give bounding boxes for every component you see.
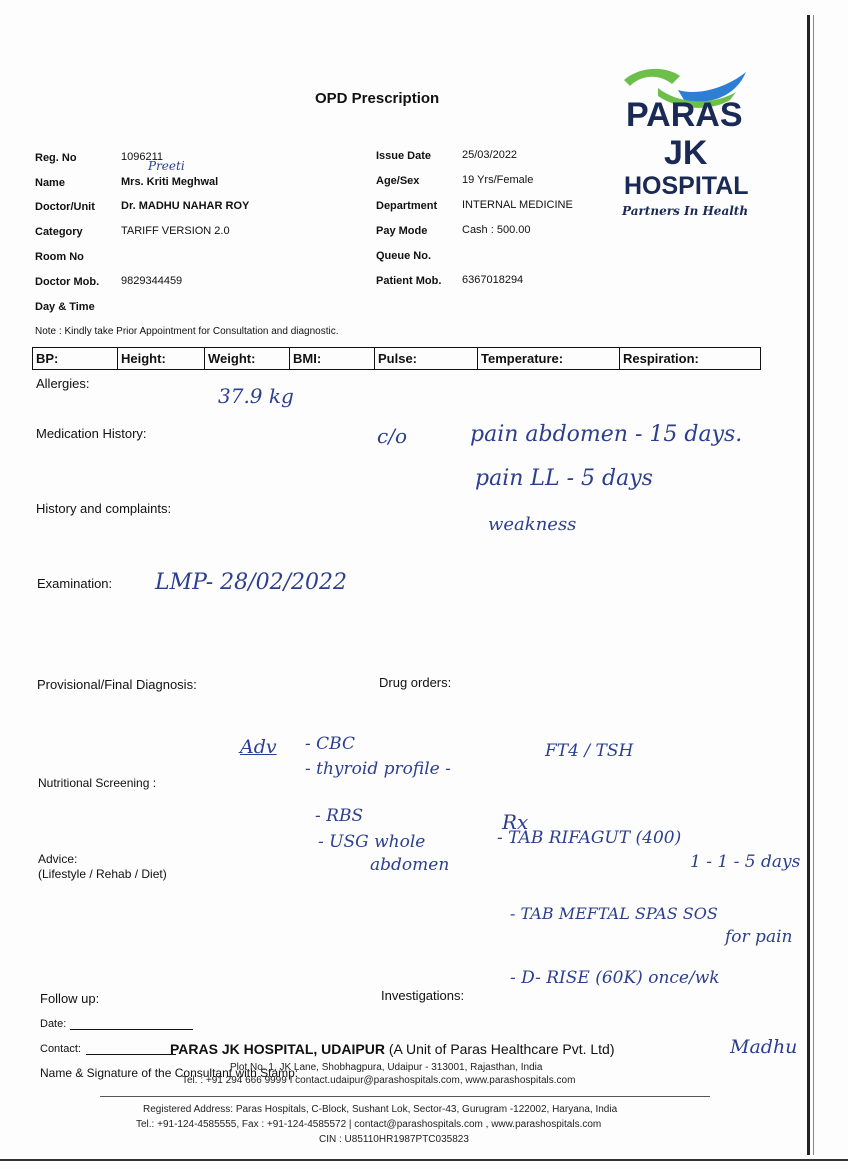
date-line [70, 1029, 193, 1030]
contact-label: Contact: [40, 1043, 81, 1055]
age-sex-value: 19 Yrs/Female [462, 174, 534, 186]
name-label: Name [35, 177, 65, 189]
vital-pulse: Pulse: [375, 348, 478, 370]
doctor-mob-value: 9829344459 [121, 275, 183, 287]
vital-respiration: Respiration: [620, 348, 761, 370]
examination-label: Examination: [37, 576, 113, 591]
hand-rx-2: - TAB MEFTAL SPAS SOS [510, 904, 718, 923]
doctor-mob-label: Doctor Mob. [35, 276, 100, 288]
department-value: INTERNAL MEDICINE [462, 199, 573, 211]
doctor-label: Doctor/Unit [35, 201, 95, 213]
category-label: Category [35, 226, 83, 238]
doctor-value: Dr. MADHU NAHAR ROY [121, 200, 250, 212]
medication-history-label: Medication History: [36, 426, 147, 441]
hand-weight: 37.9 kg [218, 384, 294, 408]
advice-sub-label: (Lifestyle / Rehab / Diet) [38, 867, 167, 881]
page-edge [807, 15, 810, 1155]
allergies-label: Allergies: [36, 376, 90, 391]
vital-bmi: BMI: [290, 348, 375, 370]
advice-label: Advice: [38, 852, 78, 866]
signature-label: Name & Signature of the Consultant with Stamp: [40, 1066, 299, 1080]
appointment-note: Note : Kindly take Prior Appointment for Consultation and diagnostic. [35, 326, 339, 337]
department-label: Department [376, 200, 438, 212]
issue-date-label: Issue Date [376, 150, 432, 162]
age-sex-label: Age/Sex [376, 175, 420, 187]
patient-mob-value: 6367018294 [462, 274, 524, 286]
name-value: Mrs. Kriti Meghwal [121, 176, 219, 188]
patient-mob-label: Patient Mob. [376, 275, 442, 287]
hand-signature: Madhu [730, 1036, 798, 1058]
diagnosis-label: Provisional/Final Diagnosis: [37, 677, 197, 692]
hand-adv: Adv [240, 736, 277, 758]
hand-adv-3: - RBS [315, 806, 364, 826]
logo-line-jk: JK [664, 134, 708, 172]
hand-complaint-prefix: c/o [377, 424, 407, 448]
date-label: Date: [40, 1018, 67, 1030]
nutrition-label: Nutritional Screening : [38, 776, 157, 790]
footer-cin: CIN : U85110HR1987PTC035823 [319, 1134, 469, 1145]
history-label: History and complaints: [36, 501, 172, 516]
hand-rx-2b: for pain [725, 927, 793, 947]
footer-unit: (A Unit of Paras Healthcare Pvt. Ltd) [388, 1041, 615, 1057]
reg-no-label: Reg. No [35, 152, 77, 164]
footer-reg-contact: Tel.: +91-124-4585555, Fax : +91-124-4585572 | contact@parashospitals.com , www.parashospitals.com [136, 1119, 602, 1130]
vital-height: Height: [118, 348, 205, 370]
vitals-table [32, 347, 761, 370]
room-no-label: Room No [35, 251, 84, 263]
footer-divider [100, 1096, 710, 1097]
hand-adv-4b: abdomen [370, 855, 450, 875]
footer-contact: Tel. : +91 294 666 9999 I contact.udaipur@parashospitals.com, www.parashospitals.com [182, 1075, 576, 1086]
hand-lmp: LMP- 28/02/2022 [155, 570, 347, 595]
footer-hospital-line [170, 1041, 615, 1057]
reg-no-value: 1096211 [121, 151, 164, 163]
hand-adv-4: - USG whole [318, 832, 426, 852]
hand-adv-1: - CBC [305, 734, 355, 754]
hand-complaint-3: weakness [488, 514, 577, 535]
pay-mode-value: Cash : 500.00 [462, 224, 531, 236]
page-title: OPD Prescription [315, 90, 440, 107]
vital-weight: Weight: [205, 348, 290, 370]
issue-date-value: 25/03/2022 [462, 149, 518, 161]
category-value: TARIFF VERSION 2.0 [121, 225, 230, 237]
follow-up-label: Follow up: [40, 991, 100, 1006]
logo-line-hospital: HOSPITAL [624, 172, 749, 200]
day-time-label: Day & Time [35, 301, 95, 313]
hand-complaint-2: pain LL - 5 days [475, 466, 653, 491]
hand-adv-2: - thyroid profile - [305, 759, 451, 779]
hand-rx: Rx [502, 810, 529, 834]
hand-complaint-1: pain abdomen - 15 days. [470, 422, 743, 447]
page-bottom-edge [0, 1159, 848, 1161]
footer-address: Plot No. 1, JK Lane, Shobhagpura, Udaipur - 313001, Rajasthan, India [230, 1062, 543, 1073]
investigations-label: Investigations: [381, 988, 465, 1003]
contact-line [86, 1054, 176, 1055]
hand-rx-3: - D- RISE (60K) once/wk [510, 968, 720, 988]
footer-registered: Registered Address: Paras Hospitals, C-Block, Sushant Lok, Sector-43, Gurugram -122002, Haryana, India [143, 1104, 618, 1115]
vital-temperature: Temperature: [478, 348, 620, 370]
queue-label: Queue No. [376, 250, 432, 262]
hand-adv-2b: FT4 / TSH [545, 741, 634, 761]
hand-rx-1: - TAB RIFAGUT (400) [497, 828, 682, 848]
logo-tagline: Partners In Health [622, 204, 749, 218]
drug-orders-label: Drug orders: [379, 675, 452, 690]
name-annotation: Preeti [148, 159, 185, 173]
footer-hospital-name: PARAS JK HOSPITAL, UDAIPUR [170, 1041, 385, 1057]
page-edge-shadow [813, 15, 814, 1155]
vital-bp: BP: [33, 348, 118, 370]
logo-line-paras: PARAS [626, 96, 743, 134]
pay-mode-label: Pay Mode [376, 225, 428, 237]
hand-rx-1b: 1 - 1 - 5 days [690, 852, 801, 872]
